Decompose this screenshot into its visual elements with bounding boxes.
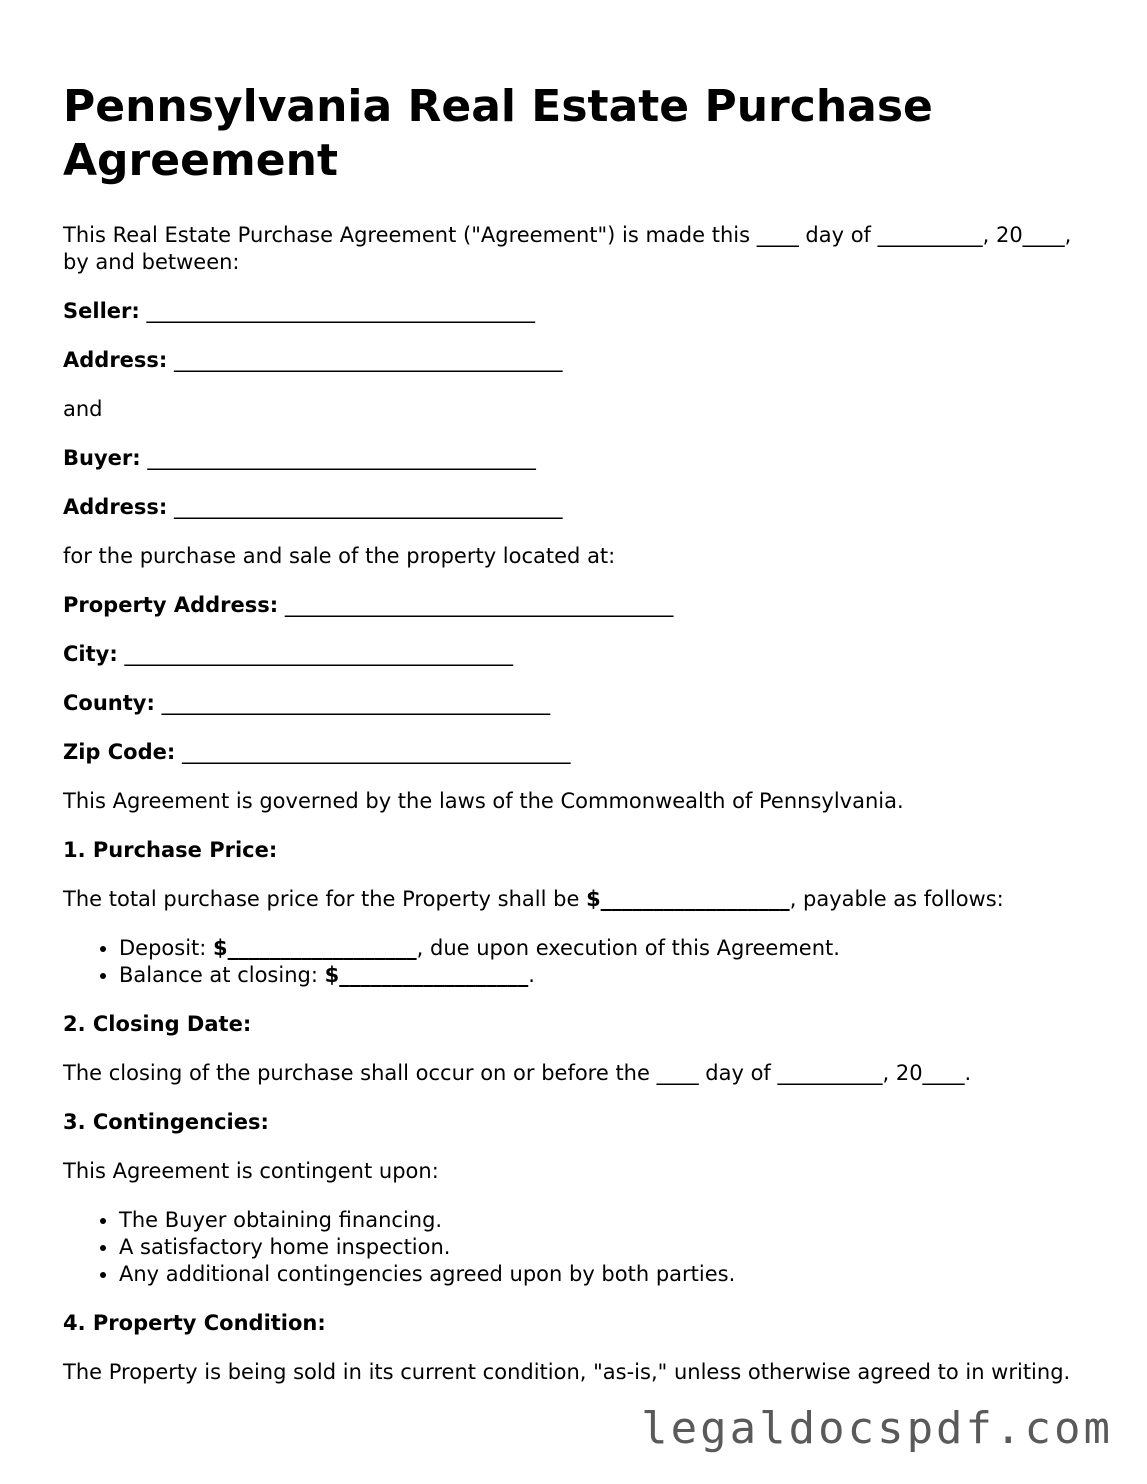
seller-address-blank[interactable]: _____________________________________ (174, 348, 563, 372)
balance-label: Balance at closing: (119, 963, 325, 987)
city-label: City: (63, 642, 118, 666)
buyer-address-blank[interactable]: _____________________________________ (174, 495, 563, 519)
purchase-price-blank[interactable]: $__________________ (586, 887, 790, 911)
purchase-price-text-after: , payable as follows: (789, 887, 1004, 911)
buyer-address-field (63, 494, 1093, 521)
list-item (119, 935, 1093, 962)
county-blank[interactable]: _____________________________________ (161, 691, 551, 715)
buyer-address-label: Address: (63, 495, 168, 519)
buyer-label: Buyer: (63, 446, 141, 470)
seller-address-label: Address: (63, 348, 168, 372)
governing-law: This Agreement is governed by the laws of the Commonwealth of Pennsylvania. (63, 789, 904, 813)
purchase-price-text-before: The total purchase price for the Property shall be (63, 887, 587, 911)
list-item (119, 962, 1093, 989)
county-label: County: (63, 691, 155, 715)
deposit-after: , due upon execution of this Agreement. (416, 936, 840, 960)
and-text: and (63, 397, 103, 421)
intro-paragraph: This Real Estate Purchase Agreement ("Agreement") is made this ____ day of __________, 20____, by and between: (63, 223, 1072, 274)
buyer-blank[interactable]: _____________________________________ (147, 446, 536, 470)
city-blank[interactable]: _____________________________________ (124, 642, 513, 666)
seller-address-field (63, 347, 1093, 374)
purchase-price-paragraph (63, 886, 1093, 913)
contingencies-list (63, 1207, 1093, 1288)
payment-list (63, 935, 1093, 989)
buyer-field (63, 445, 1093, 472)
section-4-heading: 4. Property Condition: (63, 1311, 326, 1335)
county-field (63, 690, 1093, 717)
deposit-blank[interactable]: $__________________ (213, 936, 417, 960)
closing-date-paragraph: The closing of the purchase shall occur on or before the ____ day of __________, 20____. (63, 1061, 972, 1085)
property-address-blank[interactable]: _____________________________________ (284, 593, 674, 617)
section-3-heading: 3. Contingencies: (63, 1110, 269, 1134)
section-1-heading: 1. Purchase Price: (63, 838, 278, 862)
property-intro: for the purchase and sale of the property located at: (63, 544, 616, 568)
zip-field (63, 739, 1093, 766)
section-2-heading: 2. Closing Date: (63, 1012, 252, 1036)
seller-label: Seller: (63, 299, 140, 323)
property-address-field (63, 592, 1093, 619)
balance-after: . (528, 963, 535, 987)
zip-blank[interactable]: _____________________________________ (181, 740, 571, 764)
list-item: • A satisfactory home inspection. (119, 1234, 1093, 1261)
property-address-label: Property Address: (63, 593, 279, 617)
seller-blank[interactable]: _____________________________________ (146, 299, 535, 323)
seller-field (63, 298, 1093, 325)
zip-label: Zip Code: (63, 740, 176, 764)
city-field (63, 641, 1093, 668)
document-title: Pennsylvania Real Estate Purchase Agreement (63, 81, 933, 186)
document-page (63, 80, 1093, 1408)
contingencies-intro: This Agreement is contingent upon: (63, 1159, 439, 1183)
list-item: • Any additional contingencies agreed upon by both parties. (119, 1261, 1093, 1288)
property-condition-paragraph: The Property is being sold in its current condition, "as-is," unless otherwise agreed to in writing. (63, 1360, 1071, 1384)
balance-blank[interactable]: $__________________ (324, 963, 529, 987)
deposit-label: Deposit: (119, 936, 214, 960)
list-item: • The Buyer obtaining financing. (119, 1207, 1093, 1234)
watermark: legaldocspdf.com (641, 1403, 1113, 1454)
